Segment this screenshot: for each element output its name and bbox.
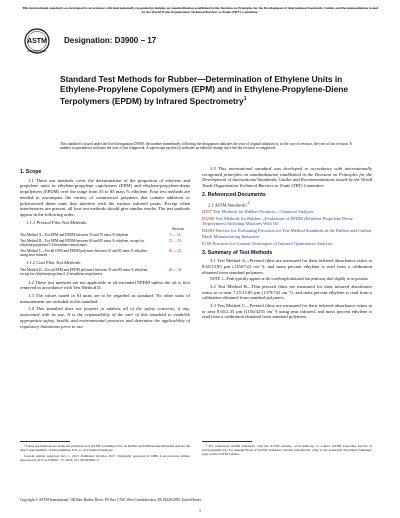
footnote: ² For referenced ASTM standards, visit the ASTM website, www.astm.org, or contact ASTM Customer Service at service@astm.org. For Annual Book of ASTM Standards volume information, refer to the standard's Document Summary page on the ASTM website. — [202, 444, 372, 457]
footnote-divider-left — [20, 441, 70, 442]
page-title — [60, 74, 350, 106]
section-range-link[interactable]: 9 — 14 — [169, 232, 181, 237]
subheading-pressed-film: 1.1.1 Pressed Film Test Methods: — [26, 219, 88, 225]
table-row — [20, 249, 190, 258]
footnotes-right — [202, 444, 372, 458]
table-row — [20, 239, 190, 248]
footnote-divider-right — [202, 441, 252, 442]
reference-code-link[interactable]: D4483 — [202, 228, 215, 234]
designation-note: This standard is issued under the fixed designation D3900; the number immediately following the designation indicates the year of original adoption or, in the case of revision, the year of last revision. A number in parentheses indicates the year of last reapproval. A superscript epsilon (ε) indicates an editorial change since the last revision or reapproval. — [60, 142, 352, 151]
left-column — [20, 166, 190, 331]
method-description: Test Method D—For all EPM and EPDM polymers between 35 and 85 mass % ethylene, except for ethylene/propylene/1,4-hexadiene terpolymers — [20, 268, 149, 277]
footnote: ¹ These test methods are under the jurisdiction of ASTM Committee D11 on Rubber and Rubber-like Materials and are the direct responsibility of Subcommittee D11.11 on Chemical Analysis. — [20, 444, 191, 453]
title-footnote-marker[interactable]: 1 — [243, 96, 247, 103]
referenced-documents-heading: 2. Referenced Documents — [202, 191, 266, 198]
footnotes-left — [20, 444, 190, 464]
subheading-cast-film: 1.1.2 Cast Film Test Methods: — [26, 260, 82, 266]
table-row — [20, 268, 190, 277]
paragraph-1-5: 1.5 This international standard was developed in accordance with internationally recognized principles on standardization established in the Decision on Principles for the Development of International Standards, Guides and Recommendations issued by the World Trade Organization Technical Barriers to Trade (TBT) Committee. — [202, 166, 372, 189]
method-table-pressed — [20, 227, 190, 257]
designation: Designation: D3900 − 17 — [64, 36, 157, 45]
sections-label: Sections — [171, 227, 184, 232]
table-row — [20, 233, 190, 237]
section-range-link[interactable]: 26 — 32 — [168, 268, 182, 272]
paragraph-1-3: 1.3 The values stated in SI units are to be regarded as standard. No other units of measurement are included in this standard. — [20, 293, 190, 304]
section-range-link[interactable]: 15 — 19 — [168, 238, 182, 243]
reference-item[interactable] — [202, 228, 372, 239]
paragraph-1-2: 1.2 These test methods are not applicable to oil-extended EPDM unless the oil is first removed in accordance with Test Method D. — [20, 279, 190, 291]
reference-title-link[interactable]: Test Methods for Rubber—Evaluation of EPDM (Ethylene Propylene Diene Terpolymers) Including Mixtures With Oil — [202, 215, 353, 227]
method-description: Test Method C—For all EPM and EPDM polymers between 35 and 85 mass % ethylene, using near infrared — [20, 248, 148, 257]
reference-title-link[interactable]: Test Methods for Rubber Products—Chemical Analysis — [213, 208, 314, 214]
scope-heading: 1. Scope — [20, 169, 42, 175]
page-number: 1 — [198, 508, 202, 513]
logo-caption: INTERNATIONAL — [27, 50, 47, 53]
astm-standards-label: 2.1 ASTM Standards: — [208, 202, 248, 208]
paragraph-3-1: 3.1 Test Method A—Pressed films are measured for their infrared absorbance ratios at 8.65/13.85 µm (1156/722 cm⁻¹), and mass percent ethylene is read from a calibration obtained from standard polymers. — [202, 258, 372, 275]
method-description: Test Method A—For EPM and EPDM between 35 and 70 mass % ethylene — [20, 232, 129, 237]
copyright-line: Copyright © ASTM International, 100 Barr Harbor Drive, PO Box C700, West Conshohocken, PA 19428-2959. United States — [20, 498, 202, 502]
note-1: NOTE 1—Peak typically appears at the wavelength indicated, but peak may shift slightly in its position. — [210, 277, 369, 282]
reference-title-link[interactable]: Practice for Evaluating Precision for Test Method Standards in the Rubber and Carbon Black Manufacturing Industries — [202, 228, 372, 239]
astm-logo-icon — [24, 28, 50, 54]
reference-item[interactable] — [202, 216, 372, 227]
reference-item[interactable] — [202, 241, 372, 247]
wto-notice: This international standard was developed in accordance with internationally recognized principles on standardization established in the Decision on Principles for the Development of International Standards, Guides and Recommendations issued by the World Trade Organization Technical Barriers to Trade (TBT) Committee. — [22, 6, 378, 15]
right-column — [202, 166, 372, 322]
paragraph-3-2: 3.2 Test Method B—Thin pressed films are measured for their infrared absorbance ratios at or near 7.25/13.85 µm (1379/722 cm⁻¹), and mass percent ethylene is read from a calibration obtained from standard polymers. — [202, 283, 372, 301]
reference-item[interactable] — [202, 209, 372, 215]
summary-heading: 3. Summary of Test Methods — [202, 249, 273, 256]
method-table-cast — [20, 268, 190, 277]
paragraph-1-1: 1.1 These test methods cover the determination of the proportion of ethylene and propylene units in ethylene-propylene copolymers (EPM) and ethylene-propylene-diene terpolymers (EPDM) over the range from 35 to 85 mass % ethylene. Four test methods are needed to encompass the variety of commercial polymers that contain additives or polymerized diene units that interfere with the various infrared peaks. Except when interferences are present, all four test methods should give similar results. The test methods appear in the following order: — [20, 177, 190, 217]
reference-code-link[interactable]: D3568 — [202, 215, 215, 221]
method-description: Test Method B—For EPM and EPDM between 60 and 85 mass % ethylene, except for ethylene/propylene/1,4-hexadiene terpolymers — [20, 238, 145, 247]
section-range-link[interactable]: 20 — 25 — [168, 248, 182, 253]
footnote-marker[interactable]: 2 — [247, 200, 250, 205]
svg-text:ASTM: ASTM — [27, 38, 47, 46]
paragraph-3-3: 3.3 Test Method C—Pressed films are measured for their infrared absorbance ratios at or near 8.65/2.35 µm (1156/4255 cm⁻¹) using near infrared, and mass percent ethylene is read from a calibration obtained from standard polymers. — [202, 303, 372, 320]
paragraph-1-4: 1.4 This standard does not purport to address all of the safety concerns, if any, associated with its use. It is the responsibility of the user of this standard to establish appropriate safety, health, and environmental practices and determine the applicability of regulatory limitations prior to use. — [20, 306, 190, 329]
reference-code-link[interactable]: D297 — [202, 208, 212, 214]
reference-code-link[interactable]: E168 — [202, 241, 212, 247]
astm-standards-subheading — [208, 201, 372, 208]
reference-title-link[interactable]: Practices for General Techniques of Infrared Quantitative Analysis — [212, 241, 333, 247]
title-text: Standard Test Methods for Rubber—Determination of Ethylene Units in Ethylene-Propylene Copolymers (EPM) and in Ethylene-Propylene-Diene Terpolymers (EPDM) by Infrared Spectrometry — [60, 74, 349, 107]
footnote: Current edition approved Oct. 1, 2017. Published October 2017. Originally approved in 1980. Last previous edition approved in 2015 as D3900 – 15. DOI: 10.1520/D3900-17 — [20, 453, 190, 463]
